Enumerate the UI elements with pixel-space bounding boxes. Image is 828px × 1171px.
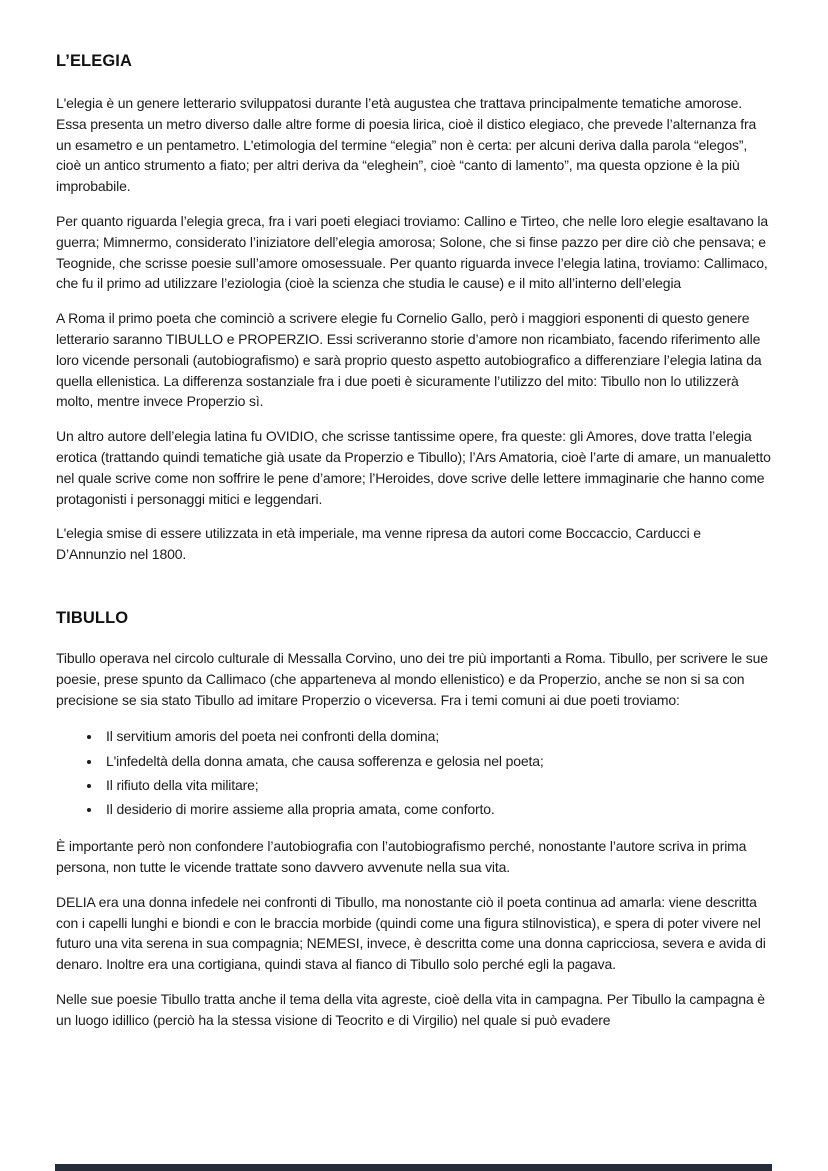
tibullo-intro-paragraph: Tibullo operava nel circolo culturale di Messalla Corvino, uno dei tre più importanti a Roma. Tibullo, per scrivere le sue poesie, prese spunto da Callimaco (che apparteneva al mondo ellenistico) e da Properzio, anche se non si sa con precisione se sia stato Tibullo ad imitare Properzio o viceversa. Fra i temi comuni ai due poeti troviamo:: [56, 649, 768, 708]
elegia-paragraph-5: L'elegia smise di essere utilizzata in età imperiale, ma venne ripresa da autori come Boccaccio, Carducci e D’Annunzio nel 1800.: [56, 525, 701, 563]
elegia-paragraph-3: A Roma il primo poeta che cominciò a scrivere elegie fu Cornelio Gallo, però i maggiori esponenti di questo genere letterario saranno TIBULLO e PROPERZIO. Essi scriveranno storie d’amore non ricambiato, facendo riferimento alle loro vicende personali (autobiografismo) e sarà proprio questo aspetto autobiografico a differenziare l’elegia latina da quella ellenistica. La differenza sostanziale fra i due poeti è sicuramente l’utilizzo del mito: Tibullo non lo utilizzerà molto, mentre invece Properzio sì.: [56, 310, 762, 410]
list-item: • Il servitium amoris del poeta nei confronti della domina;: [102, 724, 774, 748]
elegia-paragraph-2: Per quanto riguarda l’elegia greca, fra i vari poeti elegiaci troviamo: Callino e Tirteo, che nelle loro elegie esaltavano la guerra; Mimnermo, considerato l’iniziatore dell’elegia amorosa; Solone, che si finse pazzo per dire ciò che pensava; e Teognide, che scrisse poesie sull’amore omosessuale. Per quanto riguarda invece l’elegia latina, troviamo: Callimaco, che fu il primo ad utilizzare l’eziologia (cioè la scienza che studia le cause) e il mito all’interno dell’elegia: [56, 212, 768, 292]
next-page-top-edge: [55, 1164, 772, 1171]
section-heading-elegia: L’ELEGIA: [56, 52, 132, 70]
list-item: • Il desiderio di morire assieme alla propria amata, come conforto.: [102, 797, 774, 821]
tibullo-themes-list: [56, 724, 774, 821]
list-item: • L'infedeltà della donna amata, che causa sofferenza e gelosia nel poeta;: [102, 749, 774, 773]
tibullo-paragraph-2: DELIA era una donna infedele nei confronti di Tibullo, ma nonostante ciò il poeta continua ad amarla: viene descritta con i capelli lunghi e biondi e con le braccia morbide (quindi come una figura stilnovistica), e spera di poter vivere nel futuro una vita serena in sua compagnia; NEMESI, invece, è descritta come una donna capricciosa, severa e avida di denaro. Inoltre era una cortigiana, quindi stava al fianco di Tibullo solo perché egli la pagava.: [56, 893, 766, 973]
list-item: • Il rifiuto della vita militare;: [102, 773, 774, 797]
elegia-paragraph-4: Un altro autore dell’elegia latina fu OVIDIO, che scrisse tantissime opere, fra queste: gli Amores, dove tratta l’elegia erotica (trattando quindi tematiche già usate da Properzio e Tibullo); l’Ars Amatoria, cioè l’arte di amare, un manualetto nel quale scrive come non soffrire le pene d’amore; l’Heroides, dove scrive delle lettere immaginarie che hanno come protagonisti i personaggi mitici e leggendari.: [56, 428, 771, 507]
section-heading-tibullo: TIBULLO: [56, 608, 129, 627]
elegia-paragraph-1: L'elegia è un genere letterario sviluppatosi durante l’età augustea che trattava principalmente tematiche amorose. Essa presenta un metro diverso dalle altre forme di poesia lirica, cioè il distico elegiaco, che prevede l’alternanza fra un esametro e un pentametro. L'etimologia del termine “elegia” non è certa: per alcuni deriva dalla parola “elegos”, cioè un antico strumento a fiato; per altri deriva da “eleghein”, cioè “canto di lamento”, ma questa opzione è la più improbabile.: [56, 95, 757, 195]
tibullo-paragraph-1: È importante però non confondere l’autobiografia con l’autobiografismo perché, nonostante l’autore scriva in prima persona, non tutte le vicende trattate sono davvero avvenute nella sua vita.: [56, 838, 747, 875]
tibullo-paragraph-3: Nelle sue poesie Tibullo tratta anche il tema della vita agreste, cioè della vita in campagna. Per Tibullo la campagna è un luogo idillico (perciò ha la stessa visione di Teocrito e di Virgilio) nel quale si può evadere: [56, 990, 765, 1028]
